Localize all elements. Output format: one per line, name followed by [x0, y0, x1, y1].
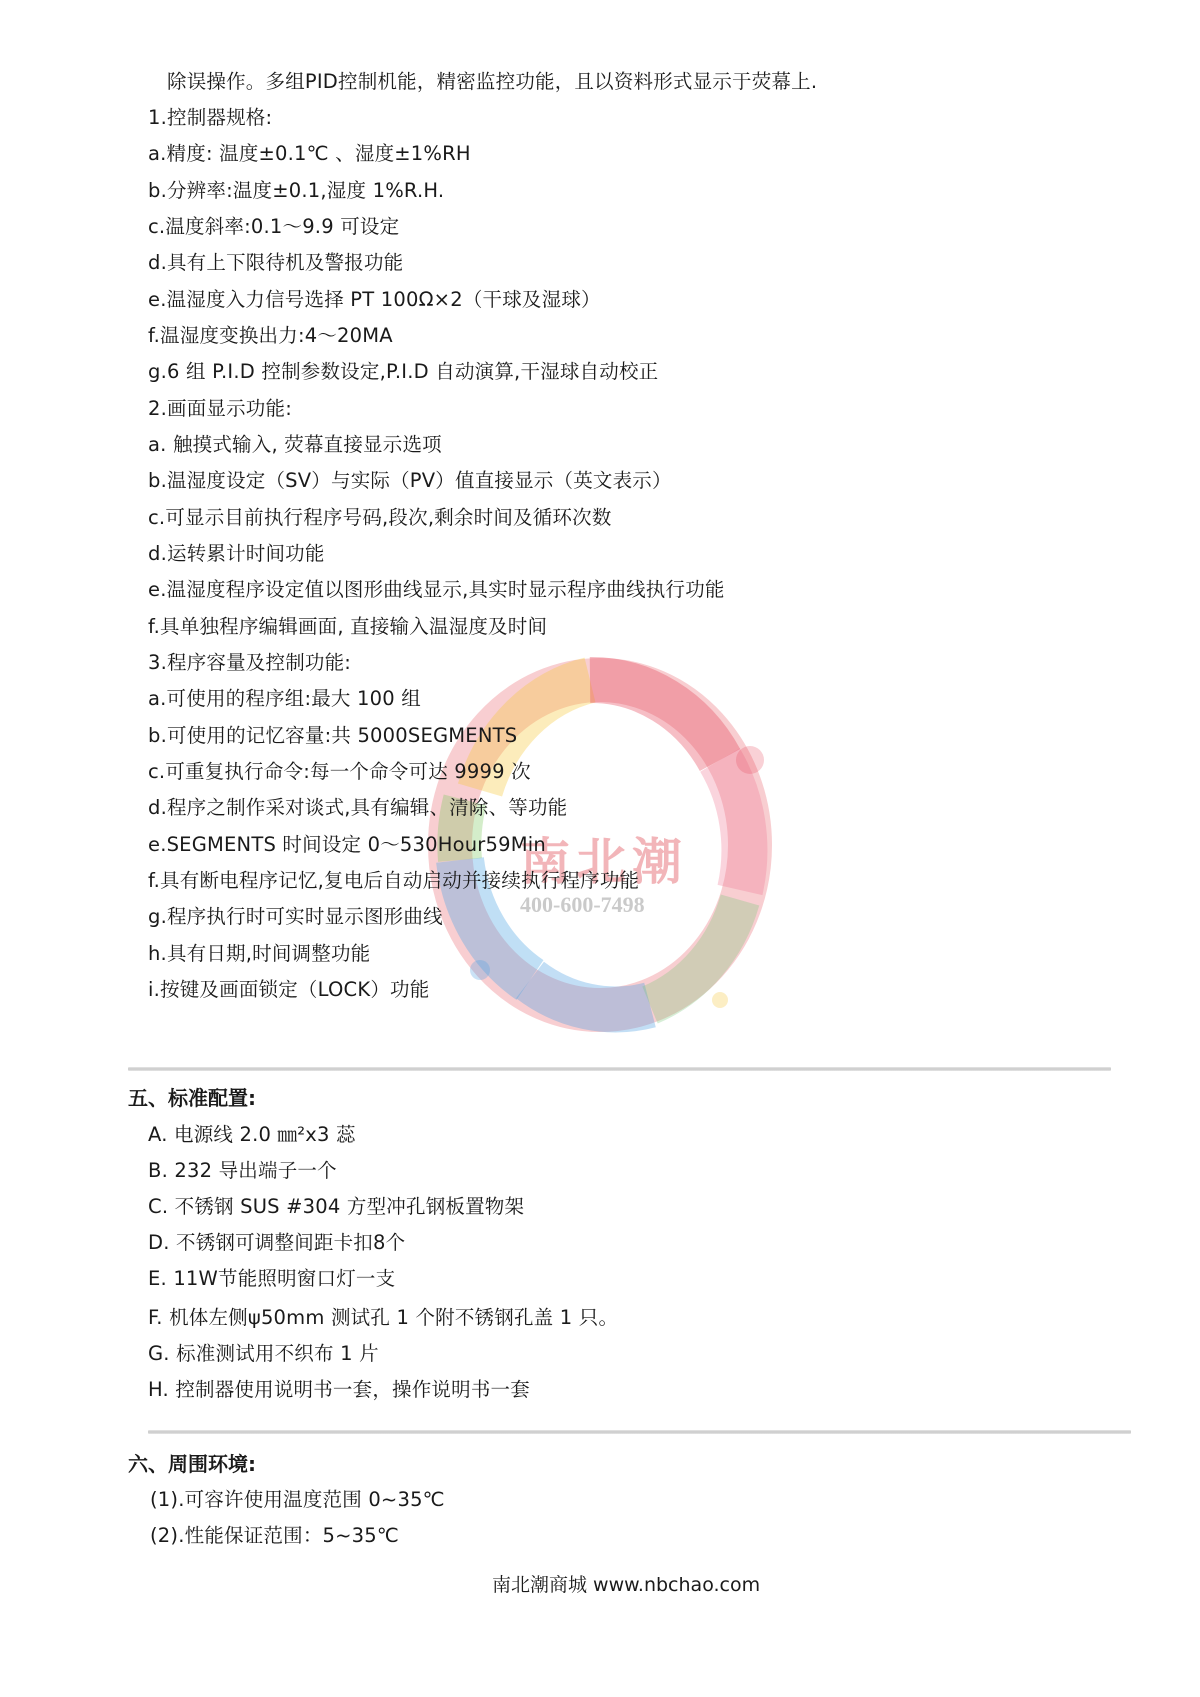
spec-line: d.运转累计时间功能 — [148, 542, 325, 565]
config-item: H. 控制器使用说明书一套，操作说明书一套 — [148, 1378, 530, 1401]
config-item: C. 不锈钢 SUS #304 方型冲孔钢板置物架 — [148, 1195, 525, 1218]
spec-line: 1.控制器规格: — [148, 106, 273, 129]
config-item: G. 标准测试用不织布 1 片 — [148, 1342, 379, 1365]
spec-line: e.温湿度程序设定值以图形曲线显示,具实时显示程序曲线执行功能 — [148, 578, 725, 601]
section-divider — [148, 1430, 1131, 1434]
spec-line: c.可显示目前执行程序号码,段次,剩余时间及循环次数 — [148, 506, 612, 529]
page-footer: 南北潮商城 www.nbchao.com — [492, 1574, 761, 1596]
section-6-title: 六、周围环境: — [128, 1452, 256, 1476]
spec-line: c.可重复执行命令:每一个命令可达 9999 次 — [148, 760, 531, 783]
config-item: A. 电源线 2.0 ㎜²x3 蕊 — [148, 1123, 356, 1146]
spec-line: i.按键及画面锁定（LOCK）功能 — [148, 978, 430, 1001]
spec-line: 3.程序容量及控制功能: — [148, 651, 352, 674]
config-item: F. 机体左侧ψ50mm 测试孔 1 个附不锈钢孔盖 1 只。 — [148, 1306, 619, 1329]
spec-line: b.分辨率:温度±0.1,湿度 1%R.H. — [148, 179, 445, 202]
spec-line: g.6 组 P.I.D 控制参数设定,P.I.D 自动演算,干湿球自动校正 — [148, 360, 659, 383]
spec-line: h.具有日期,时间调整功能 — [148, 942, 371, 965]
environment-item: (2).性能保证范围：5~35℃ — [150, 1524, 399, 1547]
spec-line: a.可使用的程序组:最大 100 组 — [148, 687, 421, 710]
spec-line: 2.画面显示功能: — [148, 397, 292, 420]
intro-line: 除误操作。多组PID控制机能，精密监控功能，且以资料形式显示于荧幕上. — [167, 70, 818, 93]
section-5-title: 五、标准配置: — [128, 1086, 256, 1110]
spec-line: a.精度: 温度±0.1℃ 、湿度±1%RH — [148, 142, 471, 165]
spec-line: c.温度斜率:0.1～9.9 可设定 — [148, 215, 400, 238]
spec-line: e.SEGMENTS 时间设定 0～530Hour59Min — [148, 833, 546, 856]
config-item: E. 11W节能照明窗口灯一支 — [148, 1267, 396, 1290]
spec-line: d.具有上下限待机及警报功能 — [148, 251, 404, 274]
spec-line: b.温湿度设定（SV）与实际（PV）值直接显示（英文表示） — [148, 469, 672, 492]
section-divider — [128, 1067, 1111, 1071]
watermark-phone: 400-600-7498 — [520, 892, 645, 917]
watermark-brand: 南北潮 — [520, 832, 688, 891]
spec-line: d.程序之制作采对谈式,具有编辑、清除、等功能 — [148, 796, 568, 819]
spec-line: e.温湿度入力信号选择 PT 100Ω×2（干球及湿球） — [148, 288, 601, 311]
spec-line: g.程序执行时可实时显示图形曲线 — [148, 905, 443, 928]
config-item: B. 232 导出端子一个 — [148, 1159, 337, 1182]
spec-line: f.温湿度变换出力:4～20MA — [148, 324, 393, 347]
config-item: D. 不锈钢可调整间距卡扣8个 — [148, 1231, 406, 1254]
spec-line: f.具有断电程序记忆,复电后自动启动并接续执行程序功能 — [148, 869, 640, 892]
spec-line: f.具单独程序编辑画面, 直接输入温湿度及时间 — [148, 615, 548, 638]
spec-line: b.可使用的记忆容量:共 5000SEGMENTS — [148, 724, 518, 747]
environment-item: (1).可容许使用温度范围 0~35℃ — [150, 1488, 445, 1511]
spec-line: a. 触摸式输入, 荧幕直接显示选项 — [148, 433, 442, 456]
